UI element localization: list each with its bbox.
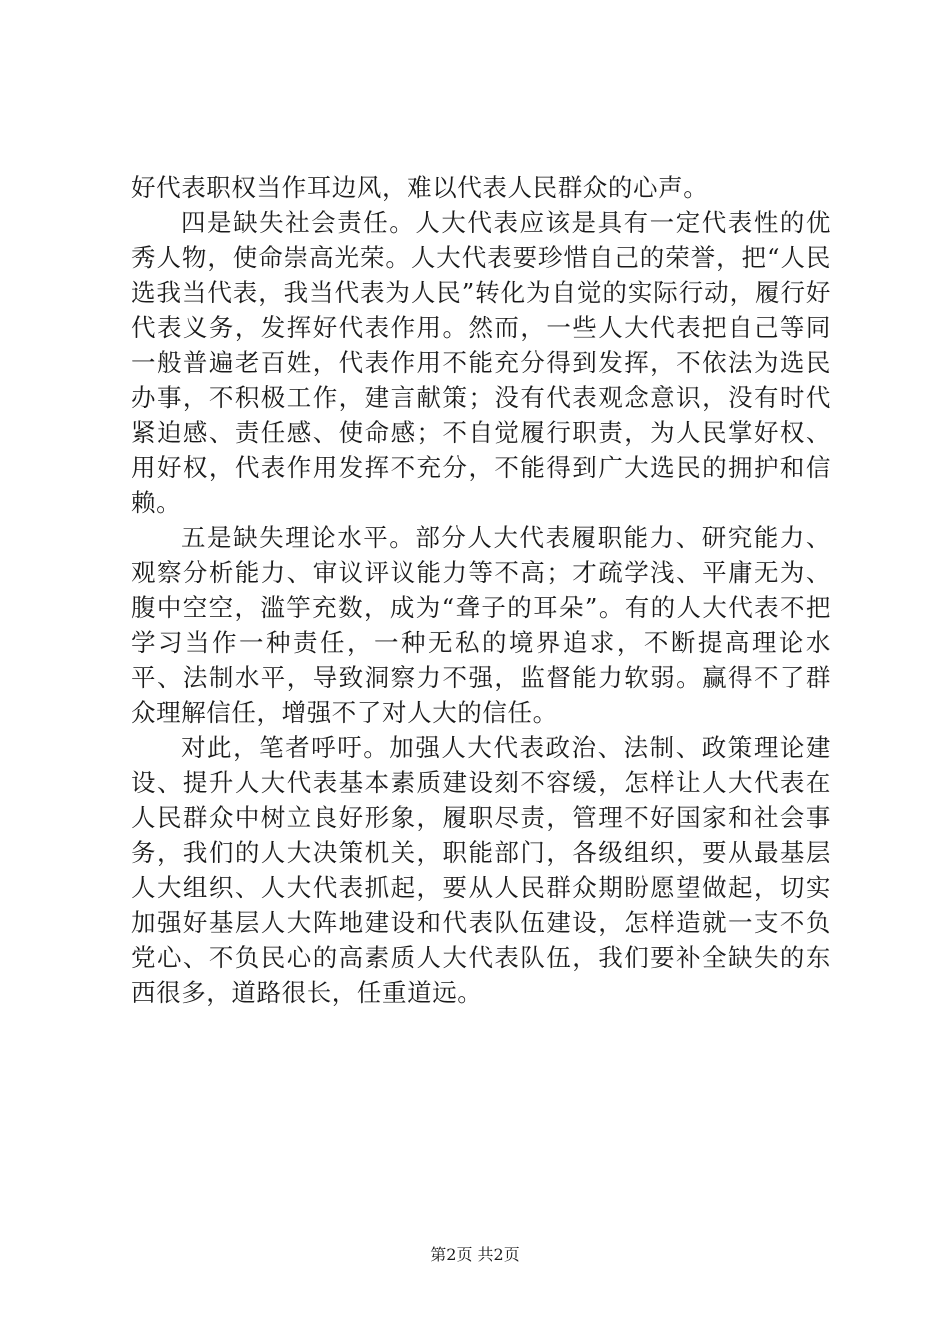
paragraph-continuation: 好代表职权当作耳边风，难以代表人民群众的心声。 [131,173,709,202]
paragraph-social-responsibility: 四是缺失社会责任。人大代表应该是具有一定代表性的优秀人物，使命崇高光荣。人大代表要珍惜自己的荣誉，把“人民选我当代表，我当代表为人民”转化为自觉的实际行动，履行好代表义务，发挥好代表作用。然而，一些人大代表把自己等同一般普遍老百姓，代表作用不能充分得到发挥，不依法为选民办事，不积极工作，建言献策；没有代表观念意识，没有时代紧迫感、责任感、使命感；不自觉履行职责，为人民掌好权、用好权，代表作用发挥不充分，不能得到广大选民的拥护和信赖。 [131,208,831,517]
page-footer: 第2页 共2页 [430,1245,520,1264]
paragraph-theory-level: 五是缺失理论水平。部分人大代表履职能力、研究能力、观察分析能力、审议评议能力等不高；才疏学浅、平庸无为、腹中空空，滥竽充数，成为“聋子的耳朵”。有的人大代表不把学习当作一种责任，一种无私的境界追求，不断提高理论水平、法制水平，导致洞察力不强，监督能力软弱。赢得不了群众理解信任，增强不了对人大的信任。 [131,523,831,727]
paragraph-appeal: 对此，笔者呼吁。加强人大代表政治、法制、政策理论建设、提升人大代表基本素质建设刻不容缓，怎样让人大代表在人民群众中树立良好形象，履职尽责，管理不好国家和社会事务，我们的人大决策机关，职能部门，各级组织，要从最基层人大组织、人大代表抓起，要从人民群众期盼愿望做起，切实加强好基层人大阵地建设和代表队伍建设，怎样造就一支不负党心、不负民心的高素质人大代表队伍，我们要补全缺失的东西很多，道路很长，任重道远。 [131,733,831,1007]
document-body [131,170,831,1010]
